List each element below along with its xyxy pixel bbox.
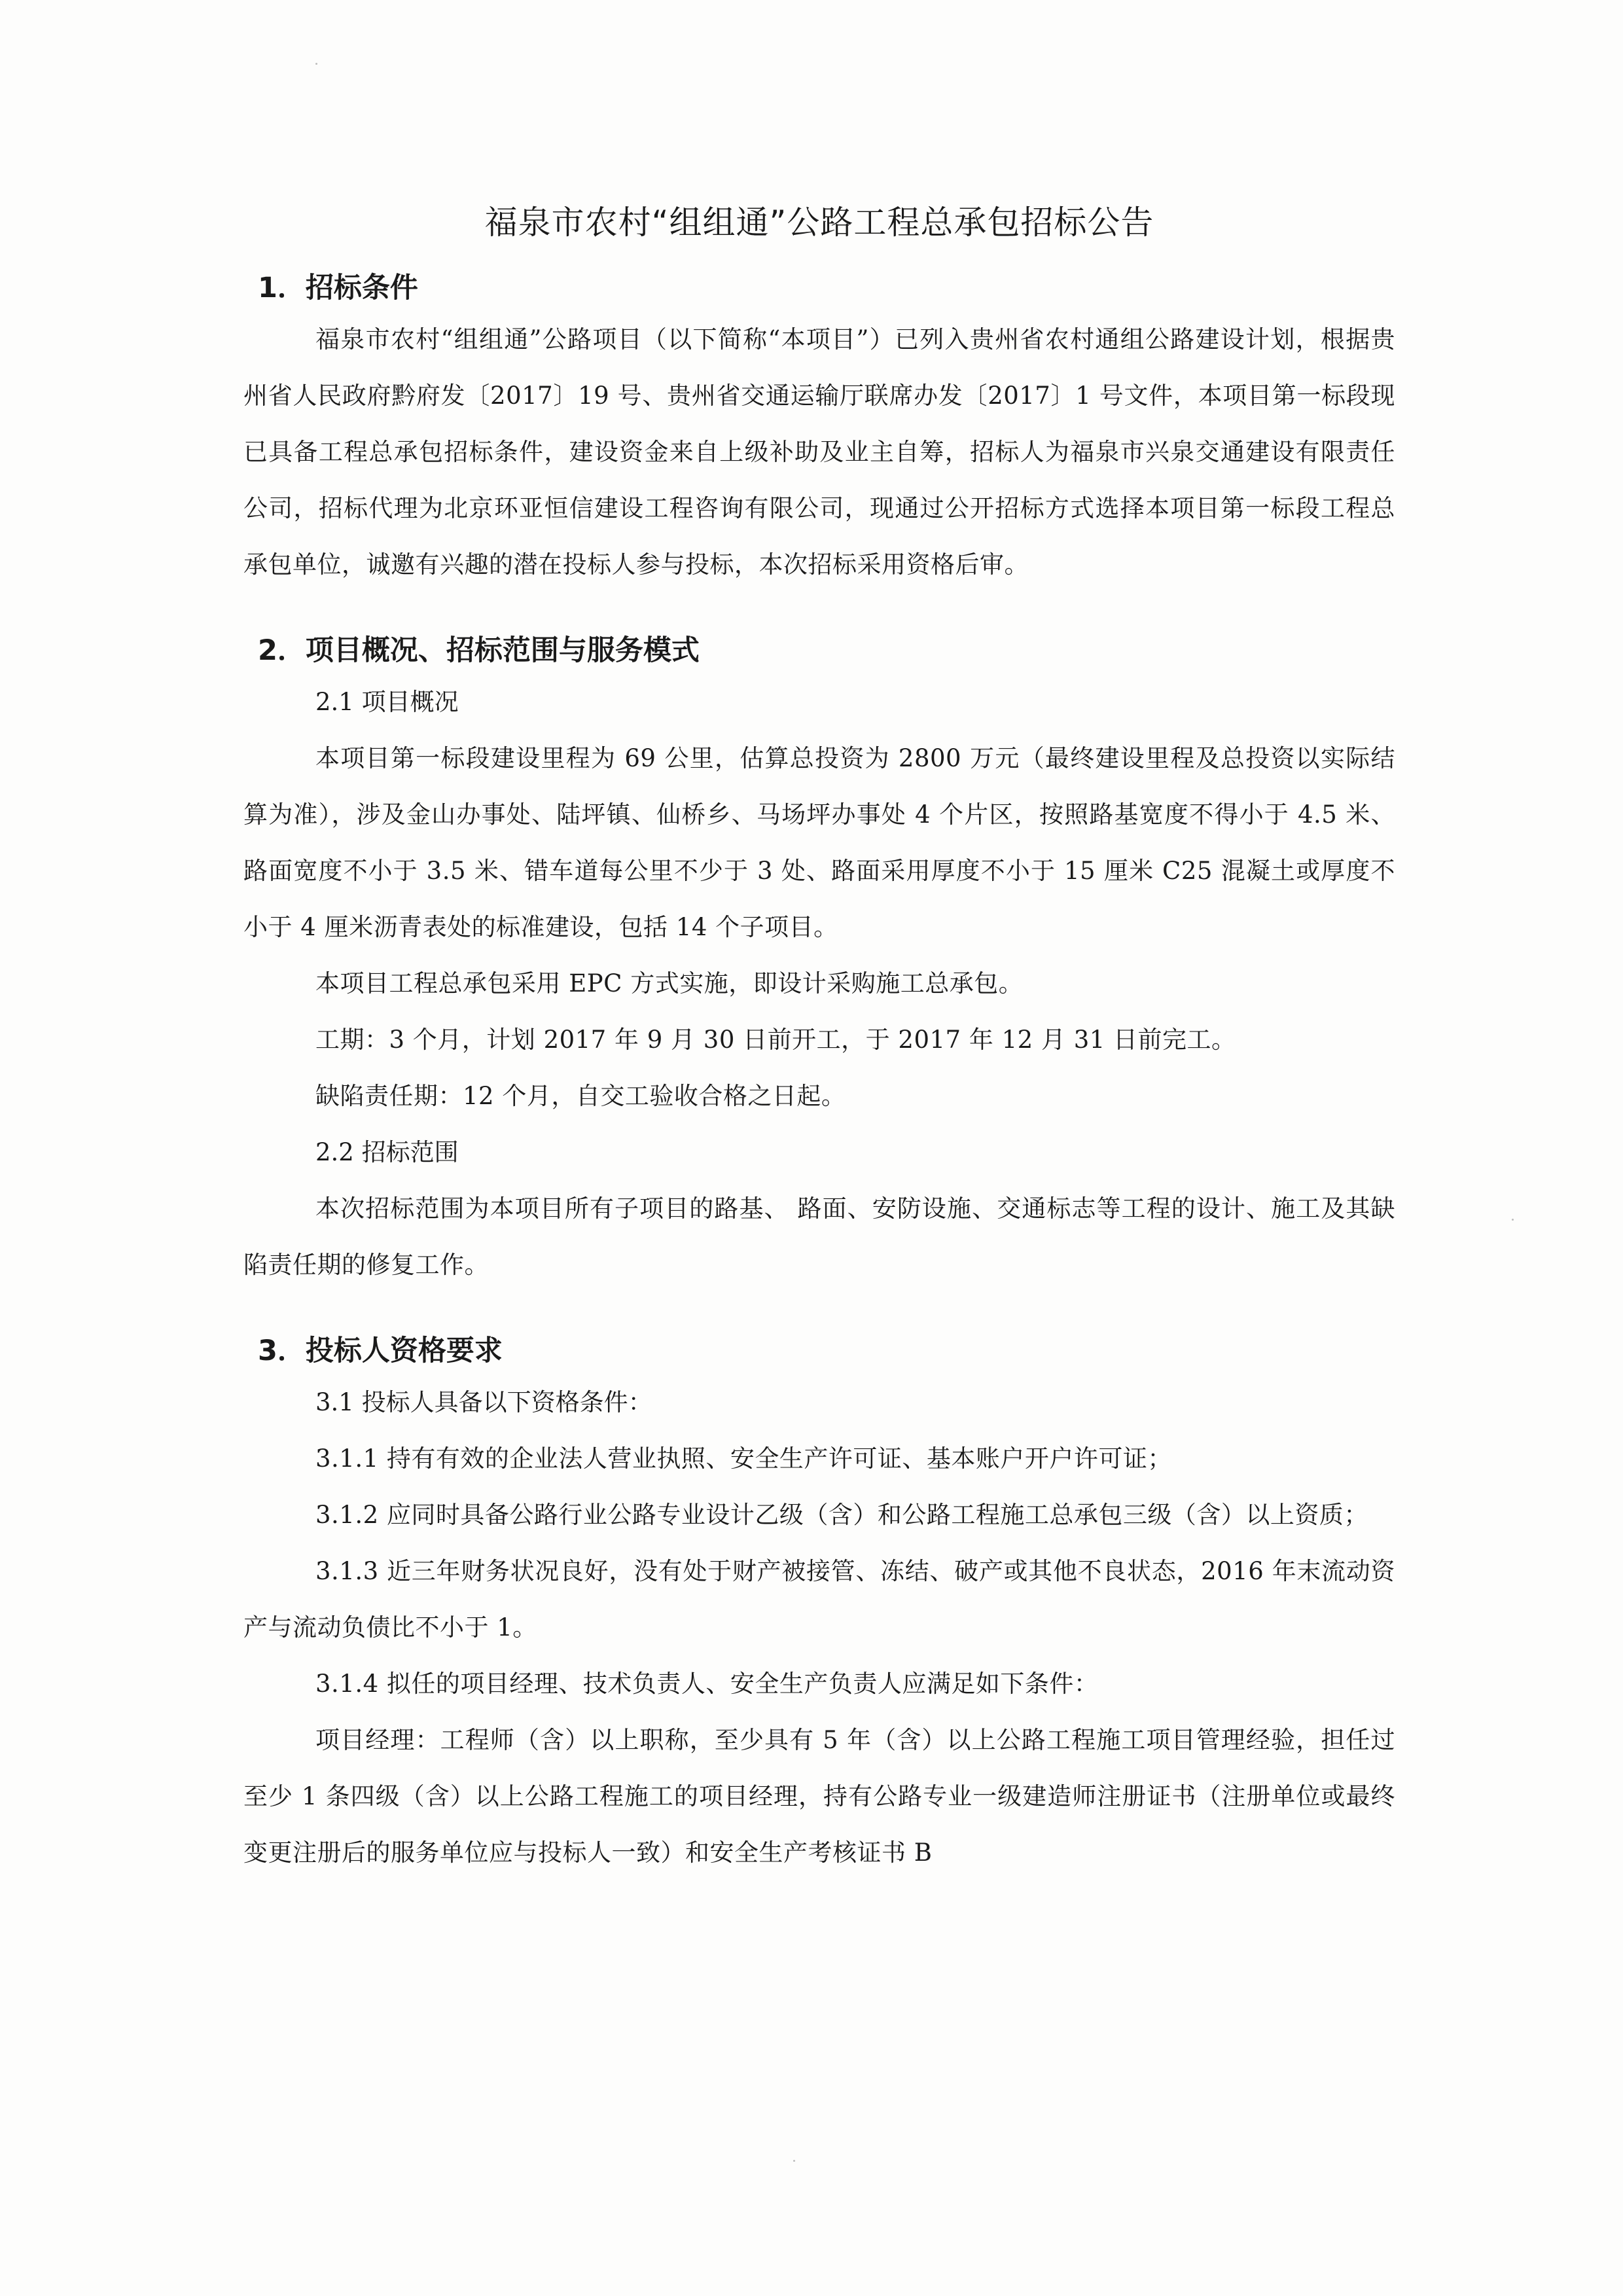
section-bidding-conditions	[243, 264, 1395, 593]
section-project-overview	[243, 627, 1395, 1293]
paragraph: 缺陷责任期：12 个月，自交工验收合格之日起。	[315, 1082, 846, 1110]
paragraph: 本次招标范围为本项目所有子项目的路基、 路面、安防设施、交通标志等工程的设计、施工及其缺陷责任期的修复工作。	[243, 1194, 1395, 1279]
subsection-heading: 3.1 投标人具备以下资格条件：	[315, 1388, 652, 1416]
section-heading: 3．投标人资格要求	[258, 1335, 503, 1367]
paragraph: 3.1.2 应同时具备公路行业公路专业设计乙级（含）和公路工程施工总承包三级（含）以上资质；	[315, 1501, 1368, 1529]
paragraph: 工期：3 个月，计划 2017 年 9 月 30 日前开工，于 2017 年 12 月 31 日前完工。	[315, 1026, 1236, 1054]
section-heading: 1．招标条件	[258, 272, 418, 304]
scan-speck	[793, 2160, 795, 2162]
paragraph: 3.1.1 持有有效的企业法人营业执照、安全生产许可证、基本账户开户许可证；	[315, 1444, 1172, 1473]
scan-speck	[315, 63, 317, 65]
section-bidder-qualifications	[243, 1327, 1395, 1881]
paragraph: 3.1.3 近三年财务状况良好，没有处于财产被接管、冻结、破产或其他不良状态，2016 年末流动资产与流动负债比不小于 1。	[243, 1557, 1395, 1641]
paragraph: 本项目工程总承包采用 EPC 方式实施，即设计采购施工总承包。	[315, 969, 1024, 997]
document-title: 福泉市农村“组组通”公路工程总承包招标公告	[484, 204, 1154, 242]
scan-speck	[1512, 1219, 1514, 1221]
paragraph: 福泉市农村“组组通”公路项目（以下简称“本项目”）已列入贵州省农村通组公路建设计划，根据贵州省人民政府黔府发〔2017〕19 号、贵州省交通运输厅联席办发〔2017〕1 号文件，本项目第一标段现已具备工程总承包招标条件，建设资金来自上级补助及业主自筹，招标人为福泉市兴泉交通建设有限责任公司，招标代理为北京环亚恒信建设工程咨询有限公司，现通过公开招标方式选择本项目第一标段工程总承包单位，诚邀有兴趣的潜在投标人参与投标，本次招标采用资格后审。	[243, 325, 1395, 579]
paragraph: 3.1.4 拟任的项目经理、技术负责人、安全生产负责人应满足如下条件：	[315, 1670, 1099, 1698]
paragraph: 本项目第一标段建设里程为 69 公里，估算总投资为 2800 万元（最终建设里程及总投资以实际结算为准），涉及金山办事处、陆坪镇、仙桥乡、马场坪办事处 4 个片区，按照路基宽度不得小于 4.5 米、路面宽度不小于 3.5 米、错车道每公里不少于 3 处、路面采用厚度不小于 15 厘米 C25 混凝土或厚度不小于 4 厘米沥青表处的标准建设，包括 14 个子项目。	[243, 744, 1395, 941]
document-body	[243, 196, 1395, 1881]
section-heading: 2．项目概况、招标范围与服务模式	[258, 634, 700, 667]
subsection-heading: 2.2 招标范围	[315, 1138, 459, 1166]
paragraph: 项目经理：工程师（含）以上职称，至少具有 5 年（含）以上公路工程施工项目管理经验，担任过至少 1 条四级（含）以上公路工程施工的项目经理，持有公路专业一级建造师注册证书（注册单位或最终变更注册后的服务单位应与投标人一致）和安全生产考核证书 B	[243, 1726, 1395, 1867]
subsection-heading: 2.1 项目概况	[315, 688, 459, 716]
